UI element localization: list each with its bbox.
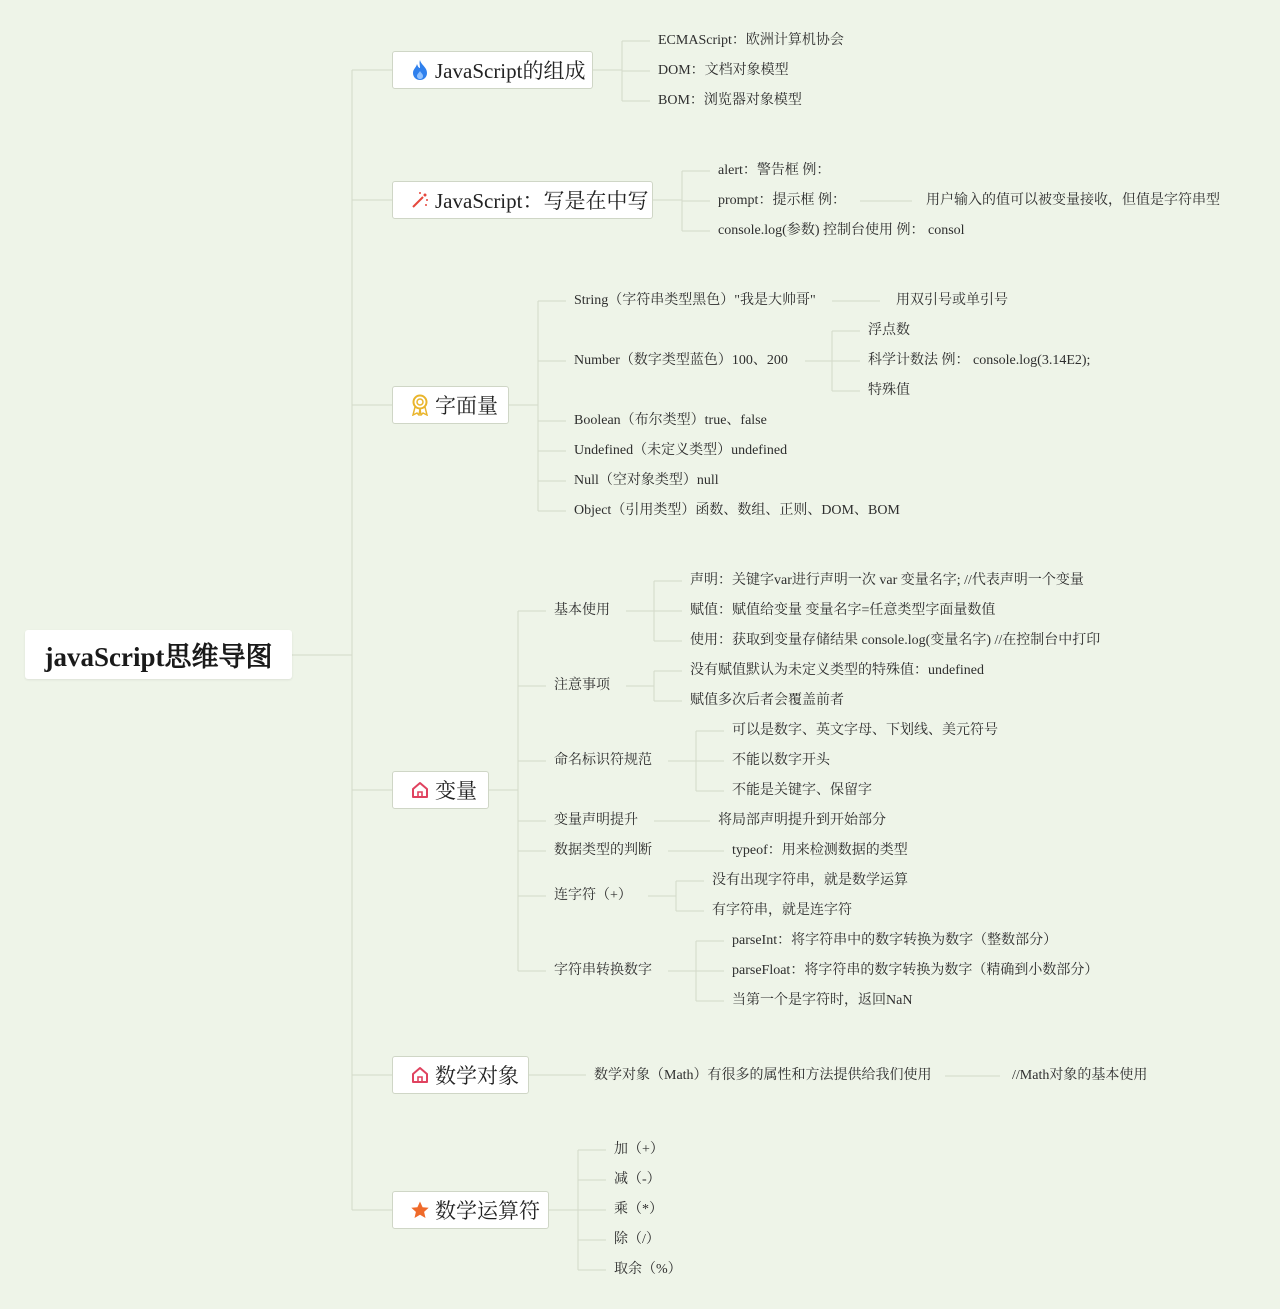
math-description[interactable]: 数学对象（Math）有很多的属性和方法提供给我们使用	[594, 1068, 932, 1083]
variables-basic-usage[interactable]: 基本使用	[554, 603, 610, 618]
literal-string-note[interactable]: 用双引号或单引号	[896, 293, 1008, 308]
literal-object[interactable]: Object（引用类型）函数、数组、正则、DOM、BOM	[574, 503, 900, 518]
branch-operators[interactable]	[392, 1191, 549, 1229]
writing-prompt-note[interactable]: 用户输入的值可以被变量接收，但值是字符串型	[926, 193, 1220, 208]
branch-variables[interactable]	[392, 771, 489, 809]
branch-composition-title: JavaScript的组成	[435, 59, 586, 83]
concat-rule-string[interactable]: 有字符串，就是连字符	[712, 903, 852, 918]
operator-multiply[interactable]: 乘（*）	[614, 1202, 663, 1217]
composition-item-dom[interactable]: DOM：文档对象模型	[658, 63, 789, 78]
branch-writing[interactable]	[392, 181, 653, 219]
number-scientific-example[interactable]: console.log(3.14E2);	[973, 353, 1091, 368]
variables-basic-assign[interactable]: 赋值：赋值给变量 变量名字=任意类型字面量数值	[690, 603, 996, 618]
writing-item-prompt[interactable]: prompt：提示框 例：	[718, 193, 846, 208]
variables-typecheck[interactable]: 数据类型的判断	[554, 843, 652, 858]
writing-console-note[interactable]: consol	[928, 223, 965, 238]
home-icon	[409, 1064, 431, 1086]
writing-item-alert[interactable]: alert：警告框 例：	[718, 163, 831, 178]
literal-string[interactable]: String（字符串类型黑色）"我是大帅哥"	[574, 293, 816, 308]
root-node-title[interactable]: javaScript思维导图	[25, 630, 292, 679]
variables-basic-use[interactable]: 使用：获取到变量存储结果 console.log(变量名字) //在控制台中打印	[690, 633, 1101, 648]
literal-undefined[interactable]: Undefined（未定义类型）undefined	[574, 443, 788, 458]
branch-composition[interactable]	[392, 51, 593, 89]
literal-null[interactable]: Null（空对象类型）null	[574, 473, 719, 488]
convert-parseint[interactable]: parseInt：将字符串中的数字转换为数字（整数部分）	[732, 933, 1058, 948]
operator-modulo[interactable]: 取余（%）	[614, 1262, 682, 1277]
naming-rule-no-keywords[interactable]: 不能是关键字、保留字	[732, 783, 872, 798]
home-icon	[409, 779, 431, 801]
branch-math-object[interactable]	[392, 1056, 529, 1094]
literal-number[interactable]: Number（数字类型蓝色）100、200	[574, 353, 788, 368]
variables-concat[interactable]: 连字符（+）	[554, 888, 632, 903]
variables-convert[interactable]: 字符串转换数字	[554, 963, 652, 978]
convert-parsefloat[interactable]: parseFloat：将字符串的数字转换为数字（精确到小数部分）	[732, 963, 1099, 978]
branch-literals-title: 字面量	[435, 394, 498, 418]
flame-icon	[409, 59, 431, 81]
variables-hoisting[interactable]: 变量声明提升	[554, 813, 638, 828]
variables-typecheck-detail[interactable]: typeof：用来检测数据的类型	[732, 843, 908, 858]
composition-item-bom[interactable]: BOM：浏览器对象模型	[658, 93, 802, 108]
number-scientific[interactable]: 科学计数法 例：	[868, 353, 970, 368]
composition-item-ecmascript[interactable]: ECMAScript：欧洲计算机协会	[658, 33, 844, 48]
variables-naming[interactable]: 命名标识符规范	[554, 753, 652, 768]
literal-boolean[interactable]: Boolean（布尔类型）true、false	[574, 413, 767, 428]
branch-variables-title: 变量	[435, 779, 477, 803]
naming-rule-chars[interactable]: 可以是数字、英文字母、下划线、美元符号	[732, 723, 998, 738]
math-note[interactable]: //Math对象的基本使用	[1012, 1068, 1148, 1083]
branch-writing-title: JavaScript：写是在中写	[435, 189, 649, 213]
variables-basic-declare[interactable]: 声明：关键字var进行声明一次 var 变量名字; //代表声明一个变量	[690, 573, 1084, 588]
operator-subtract[interactable]: 减（-）	[614, 1172, 661, 1187]
magic-wand-icon	[409, 189, 431, 211]
variables-notes-default[interactable]: 没有赋值默认为未定义类型的特殊值：undefined	[690, 663, 984, 678]
branch-math-object-title: 数学对象	[435, 1064, 519, 1088]
concat-rule-math[interactable]: 没有出现字符串，就是数学运算	[712, 873, 908, 888]
star-icon	[409, 1199, 431, 1221]
operator-add[interactable]: 加（+）	[614, 1142, 664, 1157]
variables-hoisting-detail[interactable]: 将局部声明提升到开始部分	[718, 813, 886, 828]
writing-item-console[interactable]: console.log(参数) 控制台使用 例：	[718, 223, 925, 238]
variables-notes[interactable]: 注意事项	[554, 678, 610, 693]
naming-rule-no-digit-start[interactable]: 不能以数字开头	[732, 753, 830, 768]
branch-operators-title: 数学运算符	[435, 1199, 540, 1223]
convert-nan[interactable]: 当第一个是字符时，返回NaN	[732, 993, 913, 1008]
variables-notes-override[interactable]: 赋值多次后者会覆盖前者	[690, 693, 844, 708]
award-icon	[409, 394, 431, 416]
branch-literals[interactable]	[392, 386, 509, 424]
operator-divide[interactable]: 除（/）	[614, 1232, 660, 1247]
number-special[interactable]: 特殊值	[868, 383, 910, 398]
number-float[interactable]: 浮点数	[868, 323, 910, 338]
